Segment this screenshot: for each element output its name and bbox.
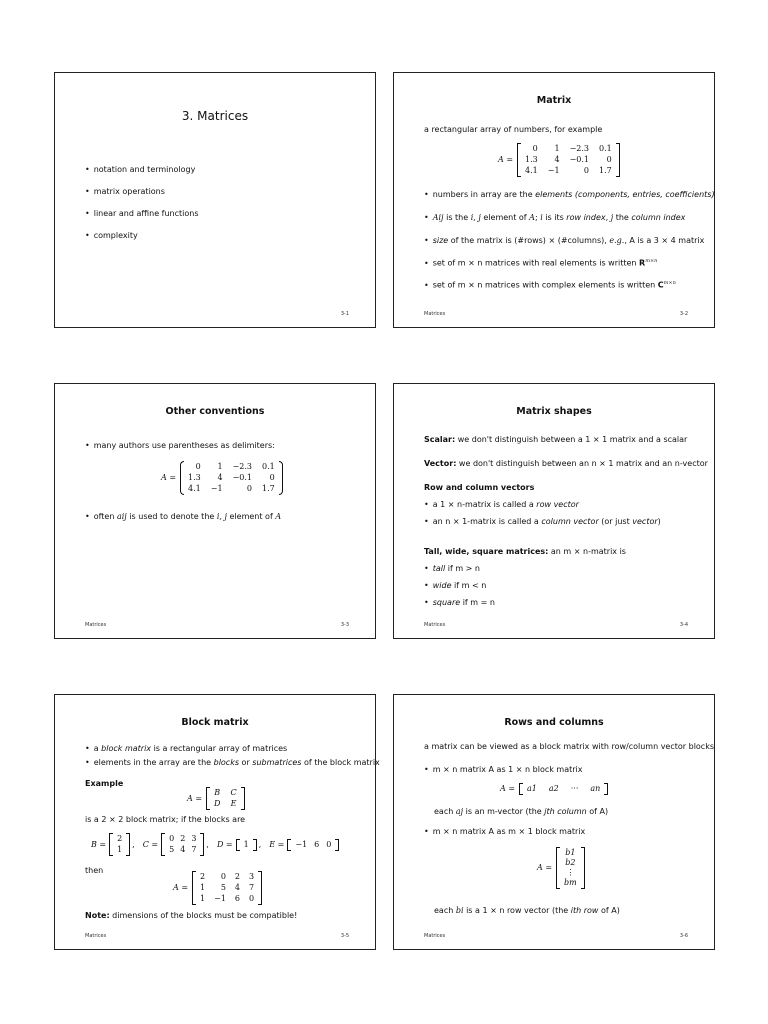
bullet-item: • notation and terminology: [85, 165, 195, 175]
full-matrix: A = 2 0 2 3 1 5 4 7 1 −1 6 0: [173, 871, 262, 905]
vector-line: Vector: we don't distinguish between an n × 1 matrix and an n-vector: [424, 459, 708, 468]
bullet-wide: • wide if m < n: [424, 581, 486, 591]
slide-3-3: [54, 383, 376, 639]
example-matrix: [498, 143, 620, 177]
then-text: then: [85, 866, 104, 875]
matrix-lhs: A =: [498, 155, 514, 164]
slide-title: Matrix shapes: [516, 406, 592, 417]
row-block-matrix: A = a1 a2 ··· an: [500, 783, 608, 795]
block-matrix: A = B C D E: [187, 787, 245, 810]
footer-left: Matrices: [85, 932, 107, 939]
slide-3-1: [54, 72, 376, 328]
page-number: 3-2: [679, 310, 688, 317]
slide-title: Block matrix: [181, 717, 249, 728]
bullet-square: • square if m = n: [424, 598, 495, 608]
bullet-parentheses: • many authors use parentheses as delimiters:: [85, 441, 275, 451]
bullet-size: • size of the matrix is (#rows) × (#columns), e.g., A is a 3 × 4 matrix: [424, 236, 704, 246]
bullet-item: • linear and affine functions: [85, 209, 199, 219]
intro-text: a rectangular array of numbers, for example: [424, 125, 603, 134]
footer-left: Matrices: [85, 621, 107, 628]
slide-3-6: [393, 694, 715, 950]
page-number: 3-3: [340, 621, 349, 628]
slide-3-4: [393, 383, 715, 639]
bullet-row-vector: • a 1 × n-matrix is called a row vector: [424, 500, 579, 510]
bullet-real: • set of m × n matrices with real elements is written $R^{m\times n}$: [424, 258, 657, 269]
scalar-line: Scalar: we don't distinguish between a 1 × 1 matrix and a scalar: [424, 435, 688, 444]
blocks-line: B = 2 1 , C = 0 2 3 5 4 7 , D = 1 , E = −1 6 0: [91, 833, 339, 856]
slide-title: 3. Matrices: [181, 109, 249, 123]
bullet-aij: • often aij is used to denote the i, j element of A: [85, 512, 281, 522]
slide-title: Rows and columns: [504, 717, 604, 728]
footer-left: Matrices: [424, 621, 446, 628]
slide-3-5: [54, 694, 380, 950]
bullet-item: • matrix operations: [85, 187, 165, 197]
page-number: 3-5: [340, 932, 349, 939]
bullet-column-block: • m × n matrix A as m × 1 block matrix: [424, 827, 585, 837]
bullet-block-matrix: • a block matrix is a rectangular array of matrices: [85, 744, 287, 754]
bullet-row-block: • m × n matrix A as 1 × n block matrix: [424, 765, 583, 775]
page-number: 3-1: [340, 310, 349, 317]
matrix-grid: 0 1 −2.3 0.1 1.3 4 −0.1 0 4.1 −1 0 1.7: [525, 144, 612, 175]
example-heading: Example: [85, 779, 124, 788]
is-block-text: is a 2 × 2 block matrix; if the blocks are: [85, 815, 246, 824]
bullet-item: • complexity: [85, 231, 138, 241]
matrix-lhs: A =: [161, 473, 177, 482]
bullet-blocks: • elements in the array are the blocks or submatrices of the block matrix: [85, 758, 380, 768]
tws-line: Tall, wide, square matrices: an m × n-matrix is: [424, 547, 626, 556]
rowcol-heading: Row and column vectors: [424, 483, 535, 492]
each-column-text: each aj is an m-vector (the jth column of A): [434, 807, 609, 816]
footer-left: Matrices: [424, 310, 446, 317]
footer-left: Matrices: [424, 932, 446, 939]
bullet-column-vector: • an n × 1-matrix is called a column vector (or just vector): [424, 517, 661, 527]
column-block-matrix: A = b1 b2 ⋮ bm: [537, 847, 585, 889]
page-number: 3-4: [679, 621, 688, 628]
bullet-tall: • tall if m > n: [424, 564, 480, 574]
slide-title: Matrix: [536, 95, 572, 106]
bullet-complex: • set of m × n matrices with complex elements is written $C^{m\times n}$: [424, 280, 676, 291]
page-number: 3-6: [679, 932, 688, 939]
intro-text: a matrix can be viewed as a block matrix with row/column vector blocks: [424, 742, 715, 751]
bullet-aij: • Aij is the i, j element of A; i is its row index, j the column index: [424, 213, 685, 223]
slide-3-2: [393, 72, 715, 328]
note-line: Note: dimensions of the blocks must be compatible!: [85, 911, 298, 920]
slide-title: Other conventions: [165, 406, 265, 417]
bullet-elements: • numbers in array are the elements (components, entries, coefficients): [424, 190, 715, 200]
matrix-grid: 0 1 −2.3 0.1 1.3 4 −0.1 0 4.1 −1 0 1.7: [188, 462, 275, 493]
example-matrix: [161, 461, 283, 495]
each-row-text: each bi is a 1 × n row vector (the ith row of A): [434, 906, 620, 915]
